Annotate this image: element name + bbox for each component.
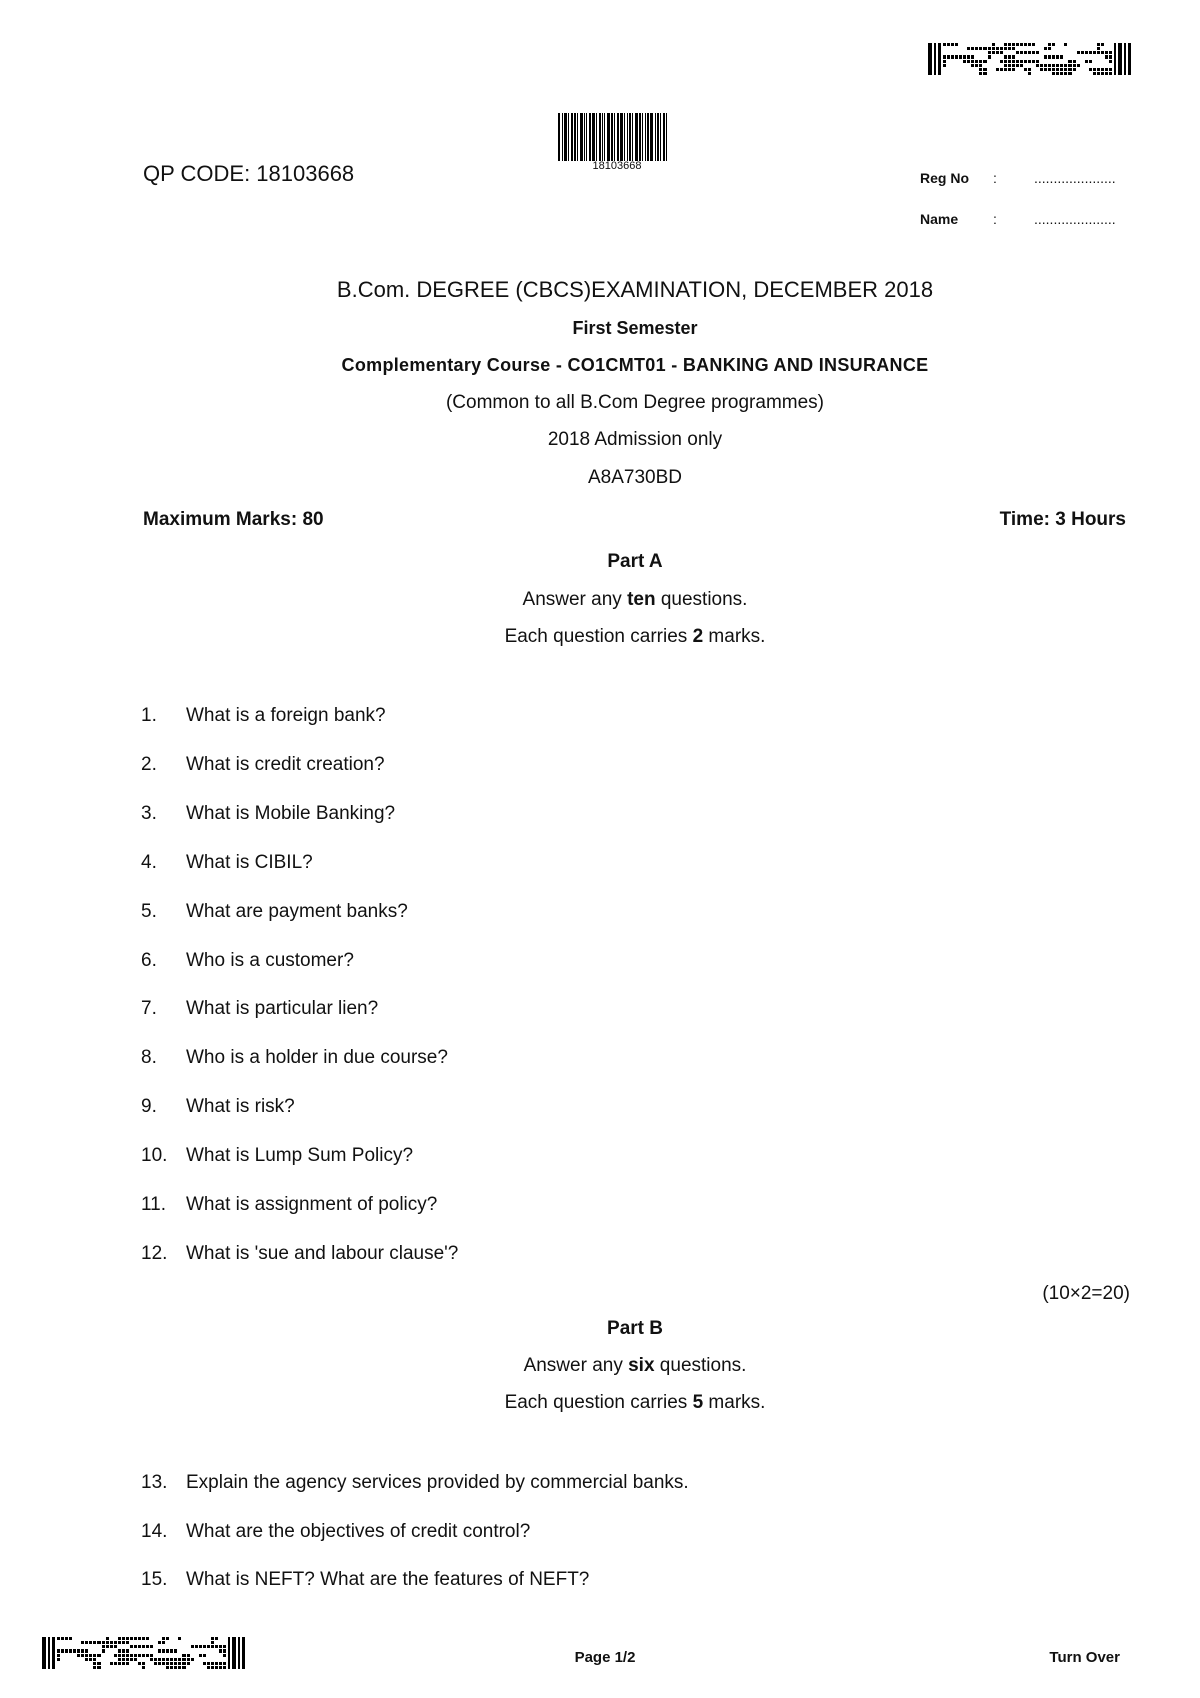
matrix-code-top	[928, 43, 1131, 75]
barcode-bar	[589, 113, 591, 161]
matrix-bar	[1124, 43, 1126, 75]
barcode-bar	[639, 113, 641, 161]
turn-over: Turn Over	[1049, 1649, 1120, 1666]
barcode-bar	[655, 113, 656, 161]
part-b-instruction-2: Each question carries 5 marks.	[504, 1392, 766, 1413]
barcode-bar	[577, 113, 578, 161]
barcode-bar	[604, 113, 605, 161]
question-number: 8.	[141, 1047, 157, 1069]
paper-code: A8A730BD	[587, 467, 682, 488]
question-number: 2.	[141, 753, 157, 775]
barcode-bar	[607, 113, 610, 161]
question-text: What are payment banks?	[186, 900, 408, 922]
matrix-bar	[1118, 43, 1122, 75]
question-number: 7.	[141, 998, 157, 1020]
barcode-bar	[584, 113, 585, 161]
barcode-bar	[650, 113, 653, 161]
barcode-bar	[624, 113, 625, 161]
barcode-bar	[627, 113, 628, 161]
question-text: What is Lump Sum Policy?	[186, 1145, 414, 1167]
question-number: 15.	[141, 1569, 168, 1590]
question-number: 9.	[141, 1096, 157, 1118]
part-a-title: Part A	[607, 551, 663, 572]
matrix-bar	[934, 43, 936, 75]
question-text: Who is a customer?	[186, 949, 354, 971]
reg-no-colon: :	[993, 170, 997, 186]
question-number: 5.	[141, 900, 157, 922]
matrix-code-bottom	[42, 1637, 245, 1669]
barcode-bar	[586, 113, 587, 161]
question-text: What is assignment of policy?	[186, 1194, 438, 1215]
barcode-bar	[568, 113, 569, 161]
common-note: (Common to all B.Com Degree programmes)	[445, 392, 824, 413]
admission-note: 2018 Admission only	[547, 429, 723, 450]
name-label: Name	[920, 211, 959, 227]
barcode-bar	[666, 113, 667, 161]
matrix-bar	[1114, 43, 1116, 75]
question-text: Who is a holder in due course?	[186, 1047, 448, 1069]
barcode-bar	[599, 113, 601, 161]
question-text: What is CIBIL?	[186, 851, 313, 873]
matrix-bar	[42, 1637, 46, 1669]
barcode-bar	[564, 113, 567, 161]
question-text: What is risk?	[186, 1096, 295, 1118]
matrix-bar	[928, 43, 932, 75]
exam-title: B.Com. DEGREE (CBCS)EXAMINATION, DECEMBER 2018	[336, 277, 934, 302]
part-b-instruction-1: Answer any six questions.	[523, 1355, 747, 1376]
barcode-bar	[647, 113, 649, 161]
question-text: What is a foreign bank?	[186, 705, 386, 726]
barcode-bar	[629, 113, 631, 161]
question-text: Explain the agency services provided by commercial banks.	[186, 1472, 689, 1493]
barcode-bar	[596, 113, 597, 161]
name-colon: :	[993, 211, 997, 227]
barcode-bar	[657, 113, 659, 161]
barcode-bar	[574, 113, 576, 161]
barcode-bar	[663, 113, 665, 161]
barcode-bar	[642, 113, 643, 161]
question-text: What is particular lien?	[186, 998, 379, 1020]
barcode-bar	[611, 113, 613, 161]
matrix-bar	[1128, 43, 1131, 75]
matrix-cells	[943, 43, 1112, 75]
reg-no-label: Reg No	[920, 170, 969, 186]
barcode-bar	[602, 113, 603, 161]
question-text: What is credit creation?	[186, 753, 385, 775]
course-title: Complementary Course - CO1CMT01 - BANKING AND INSURANCE	[341, 355, 929, 375]
barcode-number: 18103668	[592, 160, 642, 172]
question-number: 10.	[141, 1145, 168, 1167]
question-number: 3.	[141, 802, 157, 824]
question-number: 1.	[141, 705, 157, 726]
question-number: 11.	[141, 1194, 167, 1215]
question-text: What is NEFT? What are the features of NEFT?	[186, 1569, 590, 1590]
barcode-bar	[562, 113, 563, 161]
barcode-bar	[558, 113, 560, 161]
matrix-bar	[938, 43, 941, 75]
page-number: Page 1/2	[574, 1649, 636, 1666]
question-text: What is Mobile Banking?	[186, 802, 396, 824]
part-b-title: Part B	[607, 1318, 663, 1339]
barcode-bar	[632, 113, 633, 161]
barcode-bar	[580, 113, 583, 161]
barcode	[558, 113, 676, 161]
question-number: 4.	[141, 851, 157, 873]
maximum-marks: Maximum Marks: 80	[143, 509, 324, 530]
matrix-bar	[242, 1637, 245, 1669]
question-number: 14.	[141, 1520, 168, 1542]
reg-no-field: .....................	[1034, 170, 1116, 186]
time-limit: Time: 3 Hours	[999, 509, 1126, 530]
part-a-instruction-2: Each question carries 2 marks.	[504, 626, 766, 647]
matrix-bar	[238, 1637, 240, 1669]
matrix-bar	[48, 1637, 50, 1669]
barcode-bar	[635, 113, 638, 161]
barcode-bar	[617, 113, 619, 161]
barcode-bar	[614, 113, 615, 161]
semester: First Semester	[572, 318, 698, 338]
matrix-bar	[52, 1637, 55, 1669]
barcode-bar	[592, 113, 595, 161]
matrix-bar	[232, 1637, 236, 1669]
barcode-bar	[571, 113, 573, 161]
barcode-bar	[660, 113, 661, 161]
barcode-bar	[645, 113, 646, 161]
part-a-instruction-1: Answer any ten questions.	[522, 589, 748, 610]
matrix-cells	[57, 1637, 226, 1669]
question-number: 12.	[141, 1242, 168, 1264]
name-field: .....................	[1034, 211, 1116, 227]
question-text: What are the objectives of credit control?	[186, 1520, 531, 1542]
question-number: 6.	[141, 949, 157, 971]
question-text: What is 'sue and labour clause'?	[186, 1242, 459, 1264]
matrix-bar	[228, 1637, 230, 1669]
question-number: 13.	[141, 1472, 168, 1493]
qp-code: QP CODE: 18103668	[143, 161, 355, 186]
part-a-marks: (10×2=20)	[1042, 1283, 1130, 1304]
barcode-bar	[620, 113, 623, 161]
